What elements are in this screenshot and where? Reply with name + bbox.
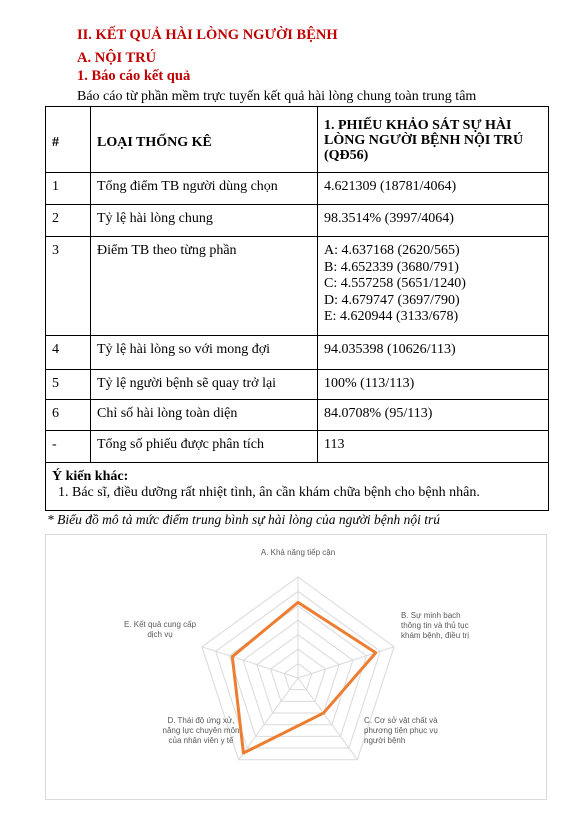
- row-value: 84.0708% (95/113): [318, 400, 549, 431]
- header-number: #: [46, 107, 91, 173]
- header-stat-type: LOẠI THỐNG KÊ: [91, 107, 318, 173]
- axis-label-b: thông tin và thủ tục: [401, 621, 469, 630]
- header-survey: 1. PHIẾU KHẢO SÁT SỰ HÀI LÒNG NGƯỜI BỆNH NỘI TRÚ (QĐ56): [318, 107, 549, 173]
- radar-chart: [45, 534, 547, 800]
- row-value: 4.621309 (18781/4064): [318, 173, 549, 205]
- row-value: 98.3514% (3997/4064): [318, 205, 549, 237]
- axis-label-e: E. Kết quả cung cấp: [123, 620, 197, 629]
- results-table: [45, 106, 549, 511]
- grid-spoke: [298, 647, 394, 678]
- row-label: Tổng điểm TB người dùng chọn: [91, 173, 318, 205]
- axis-label-b: B. Sự minh bạch: [401, 611, 461, 620]
- row-number: -: [46, 431, 91, 463]
- table-row: [46, 431, 549, 463]
- axis-label-b: khám bệnh, điều trị: [401, 631, 470, 640]
- row-label: Tỷ lệ hài lòng chung: [91, 205, 318, 237]
- axis-label-c: phương tiện phục vụ: [364, 726, 438, 735]
- grid-spoke: [298, 678, 357, 760]
- axis-label-c: C. Cơ sở vật chất và: [364, 716, 438, 725]
- part-a-score: A: 4.637168 (2620/565): [324, 243, 460, 258]
- row-label: Tỷ lệ người bệnh sẽ quay trở lại: [91, 370, 318, 400]
- table-row: [46, 336, 549, 370]
- row-number: 2: [46, 205, 91, 237]
- row-label: Tổng số phiếu được phân tích: [91, 431, 318, 463]
- subsection-heading: A. NỘI TRÚ: [77, 50, 157, 66]
- comment-item: 1. Bác sĩ, điều dưỡng rất nhiệt tình, ân cần khám chữa bệnh cho bệnh nhân.: [58, 485, 480, 500]
- row-value: 100% (113/113): [318, 370, 549, 400]
- table-row: [46, 370, 549, 400]
- row-label: Chỉ số hài lòng toàn diện: [91, 400, 318, 431]
- axis-label-d: năng lực chuyên môn: [162, 726, 240, 735]
- axis-label-c: người bệnh: [364, 736, 406, 745]
- table-row: [46, 205, 549, 237]
- row-values: [318, 237, 549, 336]
- report-heading: 1. Báo cáo kết quả: [77, 68, 191, 84]
- row-number: 5: [46, 370, 91, 400]
- row-number: 4: [46, 336, 91, 370]
- grid-spoke: [202, 647, 298, 678]
- table-row: [46, 173, 549, 205]
- chart-caption: * Biểu đồ mô tả mức điểm trung bình sự hài lòng của người bệnh nội trú: [47, 512, 441, 527]
- axis-label-e: dịch vụ: [147, 630, 173, 639]
- row-label: Tỷ lệ hài lòng so với mong đợi: [91, 336, 318, 370]
- part-c-score: C: 4.557258 (5651/1240): [324, 276, 466, 291]
- radar-chart-svg: [46, 535, 546, 799]
- table-row: [46, 237, 549, 336]
- row-number: 6: [46, 400, 91, 431]
- intro-text: Báo cáo từ phần mềm trực tuyến kết quả hài lòng chung toàn trung tâm: [77, 89, 477, 104]
- axis-label-d: D. Thái độ ứng xử,: [167, 716, 235, 725]
- part-d-score: D: 4.679747 (3697/790): [324, 292, 460, 308]
- section-heading: II. KẾT QUẢ HÀI LÒNG NGƯỜI BỆNH: [77, 27, 338, 43]
- axis-label-d: của nhân viên y tế: [168, 736, 234, 745]
- axis-label-a: A. Khả năng tiếp cận: [260, 548, 336, 557]
- row-number: 1: [46, 173, 91, 205]
- table-row: [46, 400, 549, 431]
- comments-title: Ý kiến khác:: [52, 469, 129, 484]
- part-b-score: B: 4.652339 (3680/791): [324, 259, 459, 275]
- grid-spoke: [239, 678, 298, 760]
- row-number: 3: [46, 237, 91, 336]
- comments-row: [46, 463, 549, 511]
- comments-cell: [46, 463, 549, 511]
- part-e-score: E: 4.620944 (3133/678): [324, 309, 459, 324]
- row-value: 94.035398 (10626/113): [318, 336, 549, 370]
- row-label: Điểm TB theo từng phần: [91, 237, 318, 336]
- table-header-row: [46, 107, 549, 173]
- row-value: 113: [318, 431, 549, 463]
